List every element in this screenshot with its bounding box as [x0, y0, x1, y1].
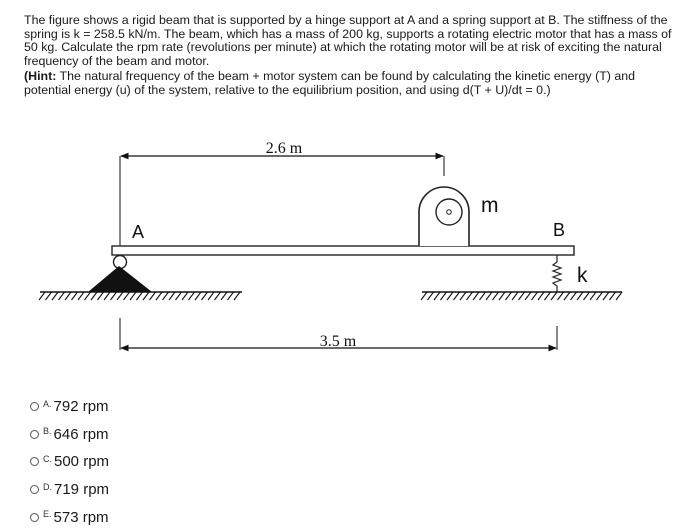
hatch-line	[532, 292, 538, 300]
hatch-line	[124, 292, 130, 300]
option-d-text: 719 rpm	[54, 481, 110, 499]
hatch-line	[551, 292, 557, 300]
hatch-line	[480, 292, 486, 300]
hatch-line	[59, 292, 65, 300]
hatch-line	[590, 292, 596, 300]
hatch-line	[428, 292, 434, 300]
dimension-bottom-label: 3.5 m	[319, 333, 357, 350]
option-c[interactable]	[30, 448, 109, 476]
hatch-line	[98, 292, 104, 300]
hatch-line	[460, 292, 466, 300]
hatch-line	[202, 292, 208, 300]
answer-options	[30, 393, 109, 531]
hatch-line	[143, 292, 149, 300]
option-d-letter: D.	[43, 481, 52, 492]
hatch-line	[564, 292, 570, 300]
option-d[interactable]	[30, 476, 109, 504]
hatch-line	[189, 292, 195, 300]
hatch-line	[111, 292, 117, 300]
hatch-line	[156, 292, 162, 300]
hatch-line	[467, 292, 473, 300]
hatch-line	[208, 292, 214, 300]
hatch-line	[499, 292, 505, 300]
option-b[interactable]	[30, 421, 109, 449]
hatch-line	[441, 292, 447, 300]
hatch-line	[91, 292, 97, 300]
hatch-line	[577, 292, 583, 300]
hatch-line	[434, 292, 440, 300]
hatch-line	[538, 292, 544, 300]
hatch-line	[234, 292, 240, 300]
radio-a[interactable]	[30, 402, 39, 411]
hatch-line	[558, 292, 564, 300]
option-e[interactable]	[30, 503, 109, 531]
ground-right-hatch	[421, 292, 622, 300]
hatch-line	[512, 292, 518, 300]
dimension-bottom	[120, 318, 557, 350]
mass-label: m	[481, 194, 499, 217]
hatch-line	[130, 292, 136, 300]
option-c-text: 500 rpm	[54, 453, 110, 471]
support-a-label: A	[132, 222, 145, 242]
hatch-line	[163, 292, 169, 300]
hatch-line	[46, 292, 52, 300]
hatch-line	[473, 292, 479, 300]
motor	[419, 187, 469, 246]
hatch-line	[65, 292, 71, 300]
hatch-line	[616, 292, 622, 300]
option-b-text: 646 rpm	[53, 425, 109, 443]
hatch-line	[221, 292, 227, 300]
hatch-line	[117, 292, 123, 300]
hatch-line	[182, 292, 188, 300]
hatch-line	[571, 292, 577, 300]
motor-shaft	[447, 210, 452, 215]
option-e-text: 573 rpm	[53, 508, 109, 526]
option-a-text: 792 rpm	[53, 398, 109, 416]
hatch-line	[85, 292, 91, 300]
dimension-top	[120, 140, 444, 246]
hatch-line	[545, 292, 551, 300]
option-a[interactable]	[30, 393, 109, 421]
hatch-line	[78, 292, 84, 300]
hint-body: The natural frequency of the beam + motor system can be found by calculating the kinetic energy (T) and potential energy (u) of the system, relative to the equilibrium position, and using d(T + U)/dt = 0.)	[24, 69, 636, 97]
hatch-line	[421, 292, 427, 300]
radio-c[interactable]	[30, 457, 39, 466]
spring	[553, 255, 561, 292]
hinge-triangle	[88, 266, 152, 292]
hatch-line	[150, 292, 156, 300]
hinge-pin	[114, 256, 127, 269]
beam	[112, 246, 574, 255]
hatch-line	[215, 292, 221, 300]
option-c-letter: C.	[43, 453, 52, 464]
hatch-line	[603, 292, 609, 300]
hatch-line	[454, 292, 460, 300]
hatch-line	[176, 292, 182, 300]
hatch-line	[493, 292, 499, 300]
support-b-label: B	[553, 220, 566, 240]
dimension-top-label: 2.6 m	[265, 140, 303, 157]
hatch-line	[506, 292, 512, 300]
hinge-support	[39, 256, 242, 301]
ground-left-hatch	[39, 292, 240, 300]
radio-b[interactable]	[30, 430, 39, 439]
hatch-line	[447, 292, 453, 300]
hatch-line	[519, 292, 525, 300]
option-a-letter: A.	[43, 398, 52, 409]
hatch-line	[39, 292, 45, 300]
hatch-line	[228, 292, 234, 300]
hatch-line	[104, 292, 110, 300]
hatch-line	[195, 292, 201, 300]
hint-label: (Hint:	[24, 69, 57, 84]
hatch-line	[610, 292, 616, 300]
hatch-line	[52, 292, 58, 300]
hatch-line	[597, 292, 603, 300]
spring-stiffness-label: k	[577, 264, 588, 287]
option-b-letter: B.	[43, 426, 52, 437]
hatch-line	[486, 292, 492, 300]
hatch-line	[169, 292, 175, 300]
radio-e[interactable]	[30, 513, 39, 522]
spring-support	[421, 255, 622, 300]
hatch-line	[584, 292, 590, 300]
hatch-line	[137, 292, 143, 300]
question-text: The figure shows a rigid beam that is supported by a hinge support at A and a spring support at B. The stiffness of the spring is k = 258.5 kN/m. The beam, which has a mass of 200 kg, supports a rotating electric motor that has a mass of 50 kg. Calculate the rpm rate (revolutions per minute) at which the rotating motor will be at risk of exciting the natural frequency of the beam and motor.	[24, 13, 672, 68]
radio-d[interactable]	[30, 485, 39, 494]
hatch-line	[525, 292, 531, 300]
option-e-letter: E.	[43, 509, 52, 520]
hatch-line	[72, 292, 78, 300]
